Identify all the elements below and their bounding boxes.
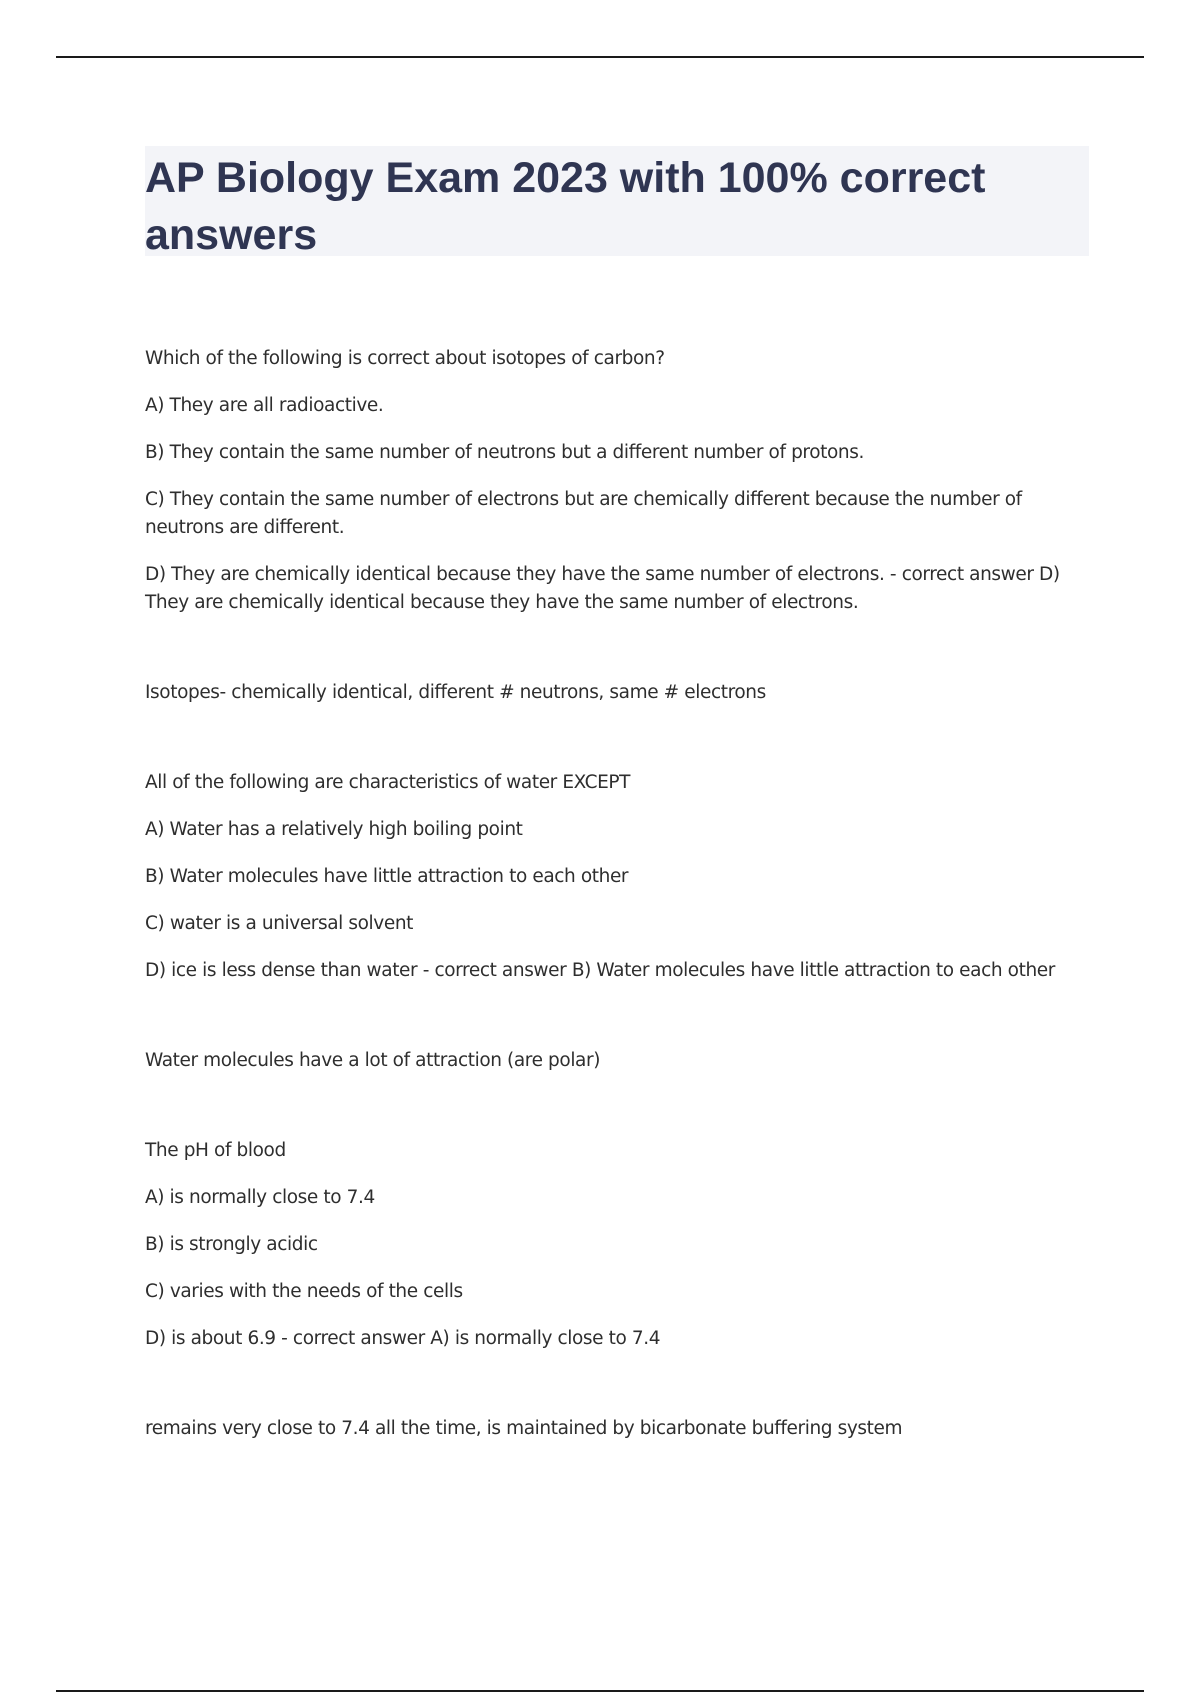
- question-text: The pH of blood: [145, 1140, 286, 1161]
- document-body: [145, 345, 1095, 1462]
- answer-option-with-correct-answer: D) They are chemically identical because they have the same number of electrons. - correct answer D) They are chemically identical because they have the same number of electrons.: [145, 564, 1060, 613]
- answer-option: A) is normally close to 7.4: [145, 1187, 375, 1208]
- answer-option-with-correct-answer: D) ice is less dense than water - correct answer B) Water molecules have little attraction to each other: [145, 960, 1055, 981]
- answer-option: C) water is a universal solvent: [145, 913, 414, 934]
- answer-option: A) Water has a relatively high boiling point: [145, 819, 523, 840]
- spacer: [145, 636, 1095, 679]
- answer-option: B) is strongly acidic: [145, 1234, 318, 1255]
- answer-option: C) They contain the same number of electrons but are chemically different because the number of neutrons are different.: [145, 489, 1022, 538]
- explanation-text: Water molecules have a lot of attraction (are polar): [145, 1050, 601, 1071]
- answer-option: C) varies with the needs of the cells: [145, 1281, 463, 1302]
- answer-option: B) Water molecules have little attraction to each other: [145, 866, 629, 887]
- answer-option: A) They are all radioactive.: [145, 395, 384, 416]
- explanation-text: Isotopes- chemically identical, different # neutrons, same # electrons: [145, 682, 766, 703]
- top-rule: [56, 56, 1144, 58]
- title-block: [145, 146, 1089, 259]
- bottom-rule: [56, 1690, 1144, 1692]
- spacer: [145, 1094, 1095, 1137]
- document-title: AP Biology Exam 2023 with 100% correct answers: [145, 154, 986, 259]
- question-text: Which of the following is correct about isotopes of carbon?: [145, 348, 665, 369]
- explanation-text: remains very close to 7.4 all the time, is maintained by bicarbonate buffering system: [145, 1418, 903, 1439]
- spacer: [145, 1004, 1095, 1047]
- answer-option: B) They contain the same number of neutrons but a different number of protons.: [145, 442, 864, 463]
- question-text: All of the following are characteristics of water EXCEPT: [145, 772, 631, 793]
- answer-option-with-correct-answer: D) is about 6.9 - correct answer A) is normally close to 7.4: [145, 1328, 661, 1349]
- spacer: [145, 1372, 1095, 1415]
- spacer: [145, 726, 1095, 769]
